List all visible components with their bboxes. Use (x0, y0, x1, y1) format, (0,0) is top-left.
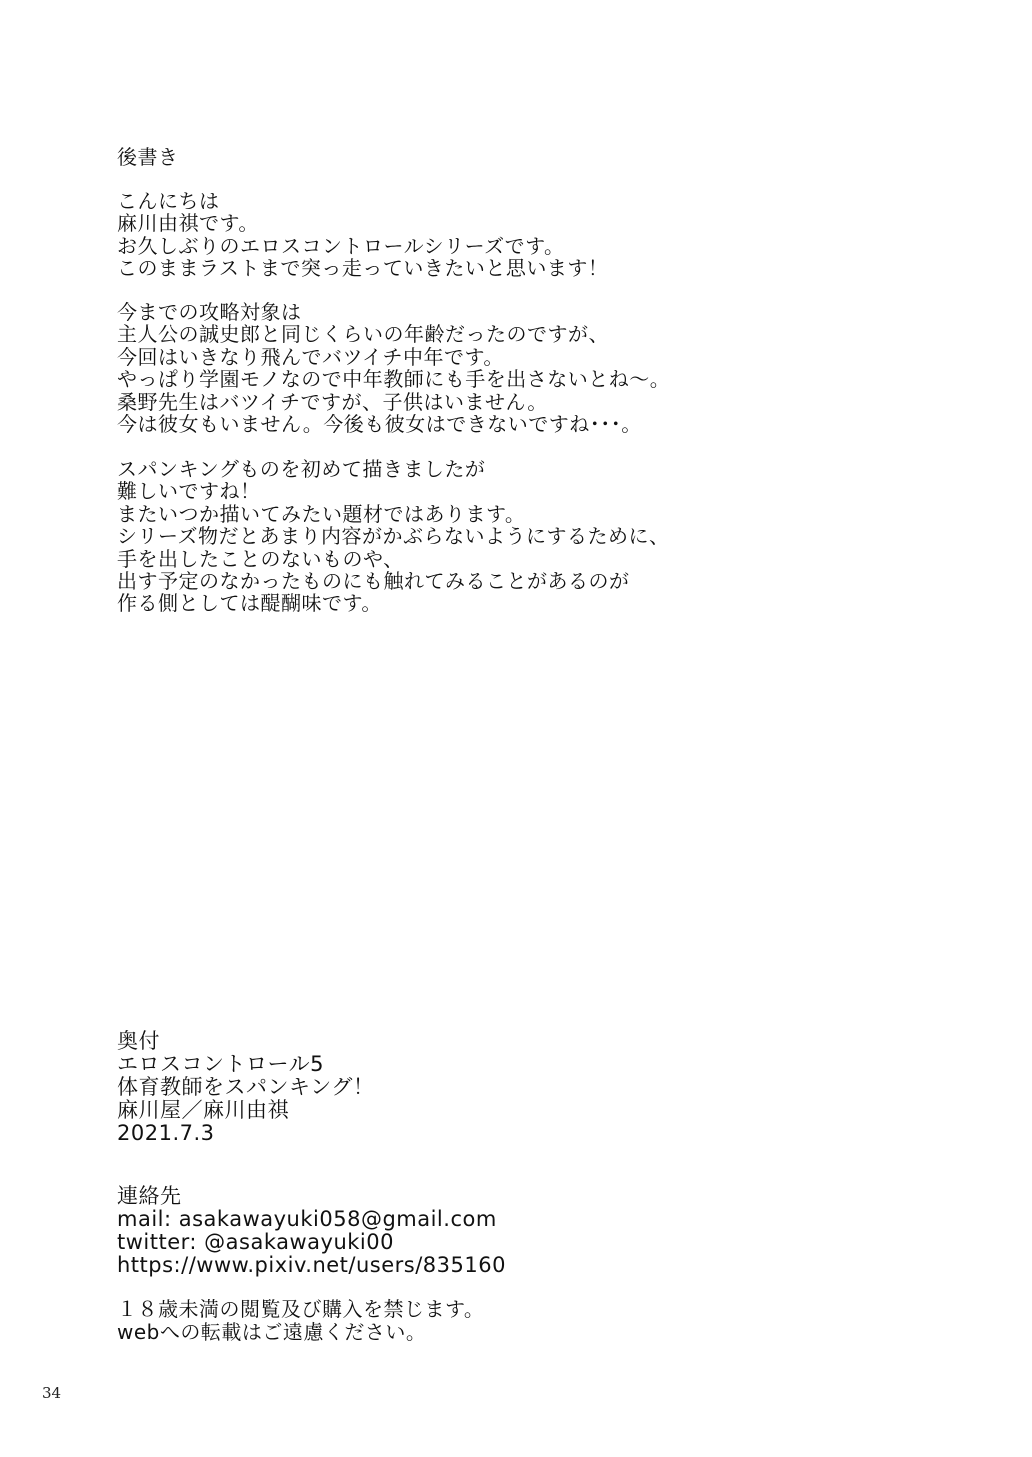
text-line: 手を出したことのないものや、 (117, 546, 404, 571)
text-line: 今までの攻略対象は (117, 300, 302, 324)
colophon-date: 2021.7.3 (117, 1121, 215, 1145)
colophon-publisher: 麻川屋／麻川由祺 (117, 1098, 289, 1122)
contact-url: https://www.pixiv.net/users/835160 (117, 1253, 506, 1277)
text-line: 麻川由祺です。 (117, 211, 259, 236)
contact-heading: 連絡先 (117, 1184, 182, 1208)
contact-mail: mail: asakawayuki058@gmail.com (117, 1207, 497, 1231)
afterword-paragraph-1 (117, 190, 977, 280)
contact-section (117, 1185, 977, 1277)
text-line: 今は彼女もいません。今後も彼女はできないですね･･･。 (117, 412, 642, 437)
afterword-section (117, 146, 977, 168)
colophon-heading: 奥付 (117, 1029, 160, 1053)
afterword-paragraph-3 (117, 458, 977, 615)
reprint-notice: webへの転載はご遠慮ください。 (117, 1320, 427, 1344)
contact-twitter: twitter: @asakawayuki00 (117, 1230, 394, 1254)
text-line: やっぱり学園モノなので中年教師にも手を出さないとね～。 (117, 367, 671, 392)
colophon-section (117, 1030, 977, 1145)
text-line: 作る側としては醍醐味です。 (117, 591, 382, 616)
text-line: お久しぶりのエロスコントロールシリーズです。 (117, 233, 565, 258)
text-line: 出す予定のなかったものにも触れてみることがあるのが (117, 569, 630, 594)
text-line: シリーズ物だとあまり内容がかぶらないようにするために、 (117, 524, 670, 549)
text-line: 桑野先生はバツイチですが、子供はいません。 (117, 389, 548, 414)
notice-section (117, 1298, 977, 1344)
text-line: スパンキングものを初めて描きましたが (117, 457, 486, 481)
text-line: 今回はいきなり飛んでバツイチ中年です。 (117, 344, 504, 369)
page-number: 34 (42, 1384, 62, 1402)
afterword-paragraph-2 (117, 301, 977, 435)
text-line: またいつか描いてみたい題材ではあります。 (117, 501, 526, 526)
text-line: 主人公の誠史郎と同じくらいの年齢だったのですが、 (117, 322, 609, 347)
colophon-subtitle: 体育教師をスパンキング！ (117, 1075, 375, 1099)
text-line: こんにちは (117, 189, 220, 213)
colophon-series-title: エロスコントロール5 (117, 1052, 324, 1076)
text-line: このままラストまで突っ走っていきたいと思います！ (117, 256, 609, 281)
text-line: 難しいですね！ (117, 479, 261, 504)
age-restriction-notice: １８歳未満の閲覧及び購入を禁じます。 (117, 1297, 485, 1321)
afterword-title: 後書き (117, 145, 179, 169)
